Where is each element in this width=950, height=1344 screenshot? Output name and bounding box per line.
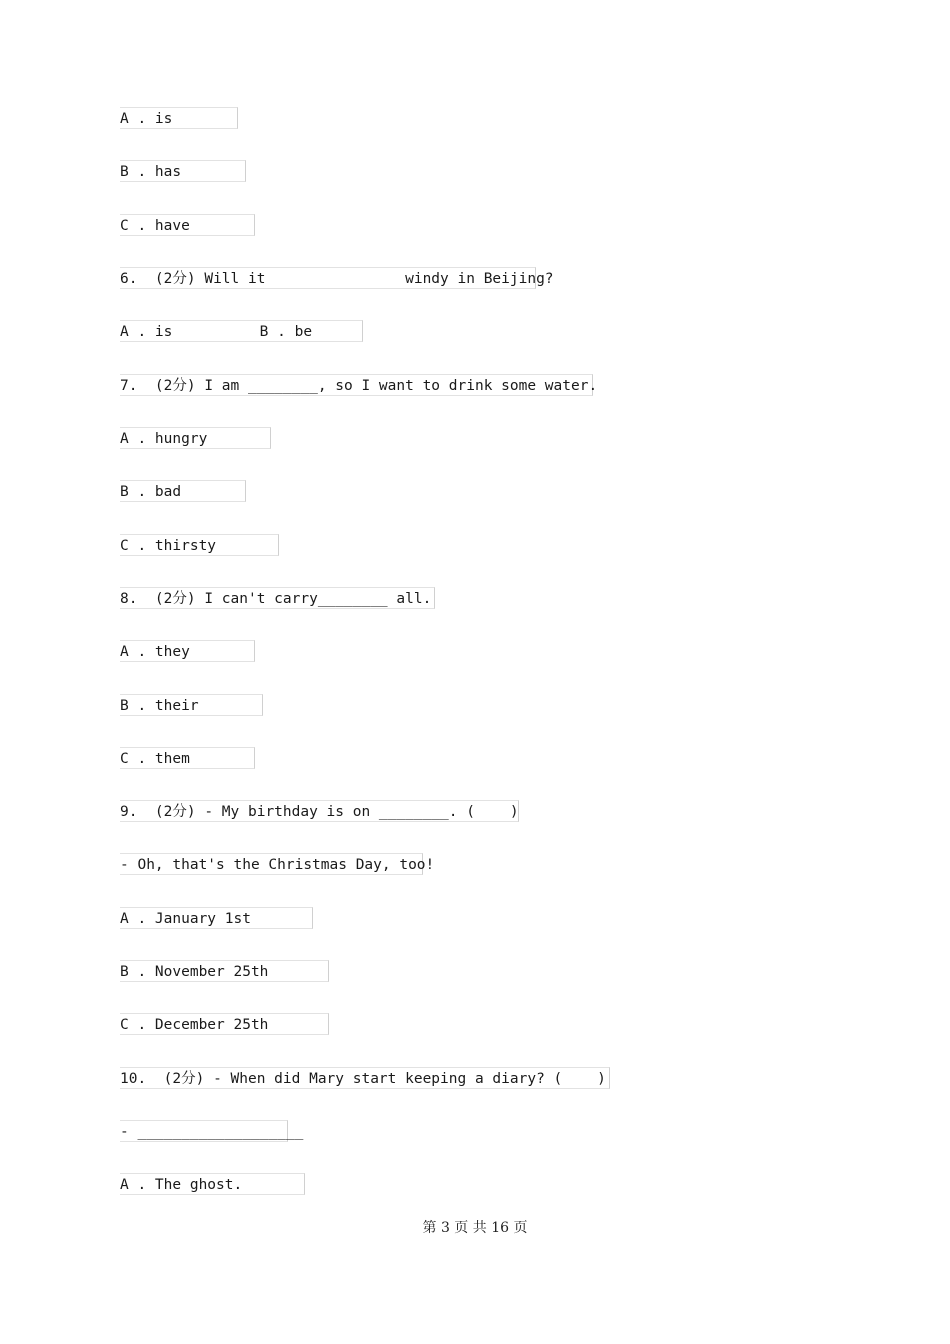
q6-options: A . is B . be [120,320,363,342]
q9-dialogue: - Oh, that's the Christmas Day, too! [120,853,423,875]
q7-question: 7. (2分) I am ________, so I want to drink some water. [120,374,593,396]
q8-question: 8. (2分) I can't carry________ all. [120,587,435,609]
q5-option-c: C . have [120,214,255,236]
q6-question: 6. (2分) Will it windy in Beijing? [120,267,536,289]
q7-option-c: C . thirsty [120,534,279,556]
q7-option-b: B . bad [120,480,246,502]
q9-question: 9. (2分) - My birthday is on ________. ( ) [120,800,519,822]
q5-option-b: B . has [120,160,246,182]
page-number: 第 3 页 共 16 页 [422,1220,528,1236]
q9-option-b: B . November 25th [120,960,329,982]
q5-option-a: A . is [120,107,238,129]
q8-option-c: C . them [120,747,255,769]
q9-option-a: A . January 1st [120,907,313,929]
q10-option-a: A . The ghost. [120,1173,305,1195]
q10-question: 10. (2分) - When did Mary start keeping a diary? ( ) [120,1067,610,1089]
q10-dialogue: - ___________________ [120,1120,288,1142]
q8-option-b: B . their [120,694,263,716]
q7-option-a: A . hungry [120,427,271,449]
q8-option-a: A . they [120,640,255,662]
q9-option-c: C . December 25th [120,1013,329,1035]
